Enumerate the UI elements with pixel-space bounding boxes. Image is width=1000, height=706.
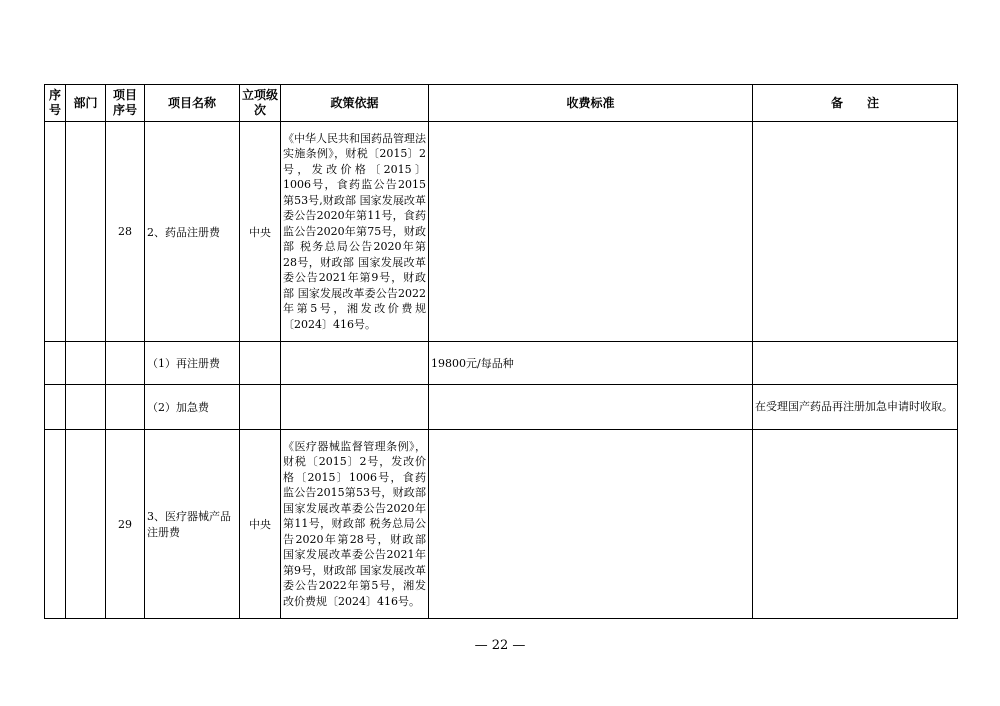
fee-table: [44, 84, 958, 619]
cell-seq: [45, 385, 66, 430]
cell-item-name: 2、药品注册费: [145, 122, 240, 342]
cell-item-no: [106, 385, 145, 430]
header-standard: 收费标准: [429, 85, 753, 122]
header-level: 立项级次: [240, 85, 281, 122]
cell-standard: [429, 430, 753, 619]
header-dept: 部门: [66, 85, 106, 122]
cell-seq: [45, 342, 66, 385]
cell-level: [240, 342, 281, 385]
table-row: [45, 430, 958, 619]
table-row: [45, 385, 958, 430]
cell-level: [240, 385, 281, 430]
cell-dept: [66, 122, 106, 342]
cell-dept: [66, 430, 106, 619]
cell-remark: [753, 342, 958, 385]
cell-item-name: 3、医疗器械产品注册费: [145, 430, 240, 619]
table-row: [45, 342, 958, 385]
cell-remark: 在受理国产药品再注册加急申请时收取。: [753, 385, 958, 430]
cell-standard: [429, 385, 753, 430]
header-seq: 序号: [45, 85, 66, 122]
cell-item-no: 29: [106, 430, 145, 619]
cell-item-name: （1）再注册费: [145, 342, 240, 385]
cell-level: 中央: [240, 122, 281, 342]
cell-item-no: [106, 342, 145, 385]
header-remark: 备 注: [753, 85, 958, 122]
cell-item-name: （2）加急费: [145, 385, 240, 430]
cell-seq: [45, 122, 66, 342]
cell-policy: 《医疗器械监督管理条例》，财税〔2015〕2号，发改价格〔2015〕1006号，食药监公告2015第53号，财政部 国家发展改革委公告2020年第11号，财政部 税务总局公告2020年第28号，财政部 国家发展改革委公告2021年第9号，财政部 国家发展改革委公告2022年第5号，湘发改价费规〔2024〕416号。: [281, 430, 429, 619]
cell-policy: [281, 385, 429, 430]
cell-level: 中央: [240, 430, 281, 619]
cell-standard: [429, 122, 753, 342]
header-policy: 政策依据: [281, 85, 429, 122]
cell-seq: [45, 430, 66, 619]
table-row: [45, 122, 958, 342]
cell-remark: [753, 122, 958, 342]
cell-policy: [281, 342, 429, 385]
cell-policy: 《中华人民共和国药品管理法实施条例》，财税〔2015〕2号，发改价格〔2015〕1006号，食药监公告2015第53号,财政部 国家发展改革委公告2020年第11号，食药监公告2020年第75号，财政部 税务总局公告2020年第28号，财政部 国家发展改革委公告2021年第9号，财政部 国家发展改革委公告2022年第5号，湘发改价费规〔2024〕416号。: [281, 122, 429, 342]
cell-standard: 19800元/每品种: [429, 342, 753, 385]
page-number: — 22 —: [474, 638, 526, 653]
cell-dept: [66, 385, 106, 430]
cell-item-no: 28: [106, 122, 145, 342]
cell-remark: [753, 430, 958, 619]
header-row: [45, 85, 958, 122]
cell-dept: [66, 342, 106, 385]
header-item-name: 项目名称: [145, 85, 240, 122]
header-item-no: 项目序号: [106, 85, 145, 122]
